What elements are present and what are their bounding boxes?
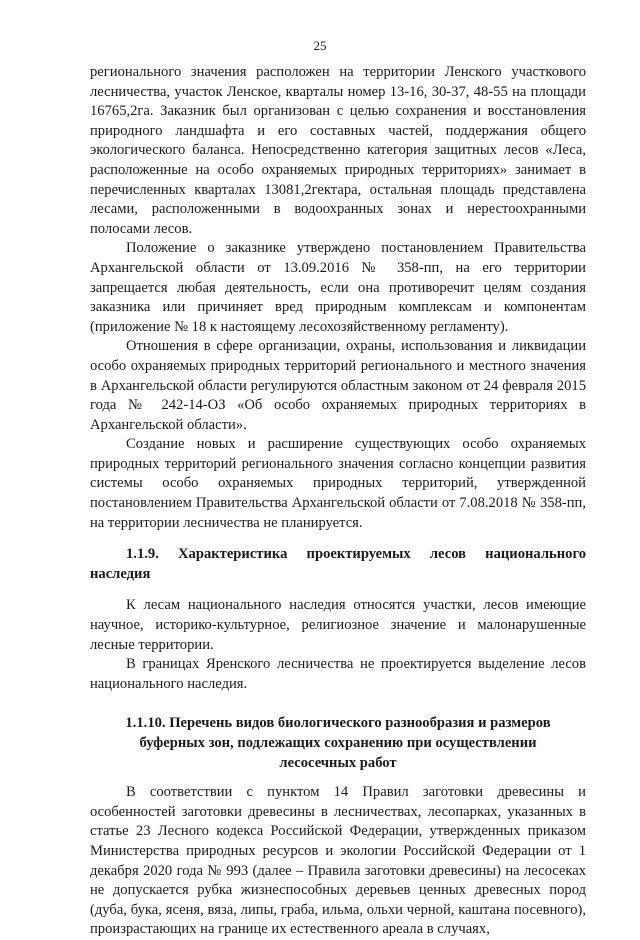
paragraph-national-heritage-absent: В границах Яренского лесничества не проектируется выделение лесов национального наследия.	[90, 656, 586, 692]
paragraph-continuation: регионального значения расположен на территории Ленского участкового лесничества, участок Ленское, кварталы номер 13-16, 30-37, 48-55 на площади 16765,2га. Заказник был организован с целью сохранения и восстановления природного ландшафта и его составных частей, поддержания общего экологического баланса. Непосредственно категория защитных лесов «Леса, расположенные на особо охраняемых природных территориях» занимает в перечисленных кварталах 13081,2гектара, остальная площадь представлена лесами, расположенными в водоохранных зонах и нерестоохранными полосами лесов.	[90, 64, 586, 237]
paragraph-harvesting-rules: В соответствии с пунктом 14 Правил заготовки древесины и особенностей заготовки древесины в лесничествах, лесопарках, указанных в статье 23 Лесного кодекса Российской Федерации, утвержденных приказом Министерства природных ресурсов и экологии Российской Федерации от 1 декабря 2020 года № 993 (далее – Правила заготовки древесины) на лесосеках не допускается рубка жизнеспособных деревьев ценных древесных пород (дуба, бука, ясеня, вяза, липы, граба, ильма, ольхи черной, каштана посевного), произрастающих на границе их естественного ареала в случаях,	[90, 784, 586, 938]
page-number: 25	[313, 38, 327, 53]
section-heading-1-1-9: 1.1.9. Характеристика проектируемых лесов национального наследия	[90, 546, 586, 582]
paragraph-new-territories: Создание новых и расширение существующих особо охраняемых природных территорий регионального значения согласно концепции развития системы особо охраняемых природных территорий, утвержденной постановлением Правительства Архангельской области от 7.08.2018 № 358-пп, на территории лесничества не планируется.	[90, 436, 586, 531]
body-text	[90, 63, 586, 940]
paragraph-regional-law: Отношения в сфере организации, охраны, использования и ликвидации особо охраняемых природных территорий регионального и местного значения в Архангельской области регулируются областным законом от 24 февраля 2015 года № 242-14-ОЗ «Об особо охраняемых природных территориях в Архангельской области».	[90, 338, 586, 433]
section-heading-1-1-10: 1.1.10. Перечень видов биологического разнообразия и размеров буферных зон, подлежащих сохранению при осуществлении лесосечных работ	[125, 715, 551, 771]
paragraph-zakaznik-regulation: Положение о заказнике утверждено постановлением Правительства Архангельской области от 13.09.2016 № 358-пп, на его территории запрещается любая деятельность, если она противоречит целям создания заказника или причиняет вред природным комплексам и компонентам (приложение № 18 к настоящему лесохозяйственному регламенту).	[90, 240, 586, 335]
paragraph-national-heritage-definition: К лесам национального наследия относятся участки, лесов имеющие научное, историко-культурное, религиозное значение и малонарушенные лесные территории.	[90, 597, 586, 653]
